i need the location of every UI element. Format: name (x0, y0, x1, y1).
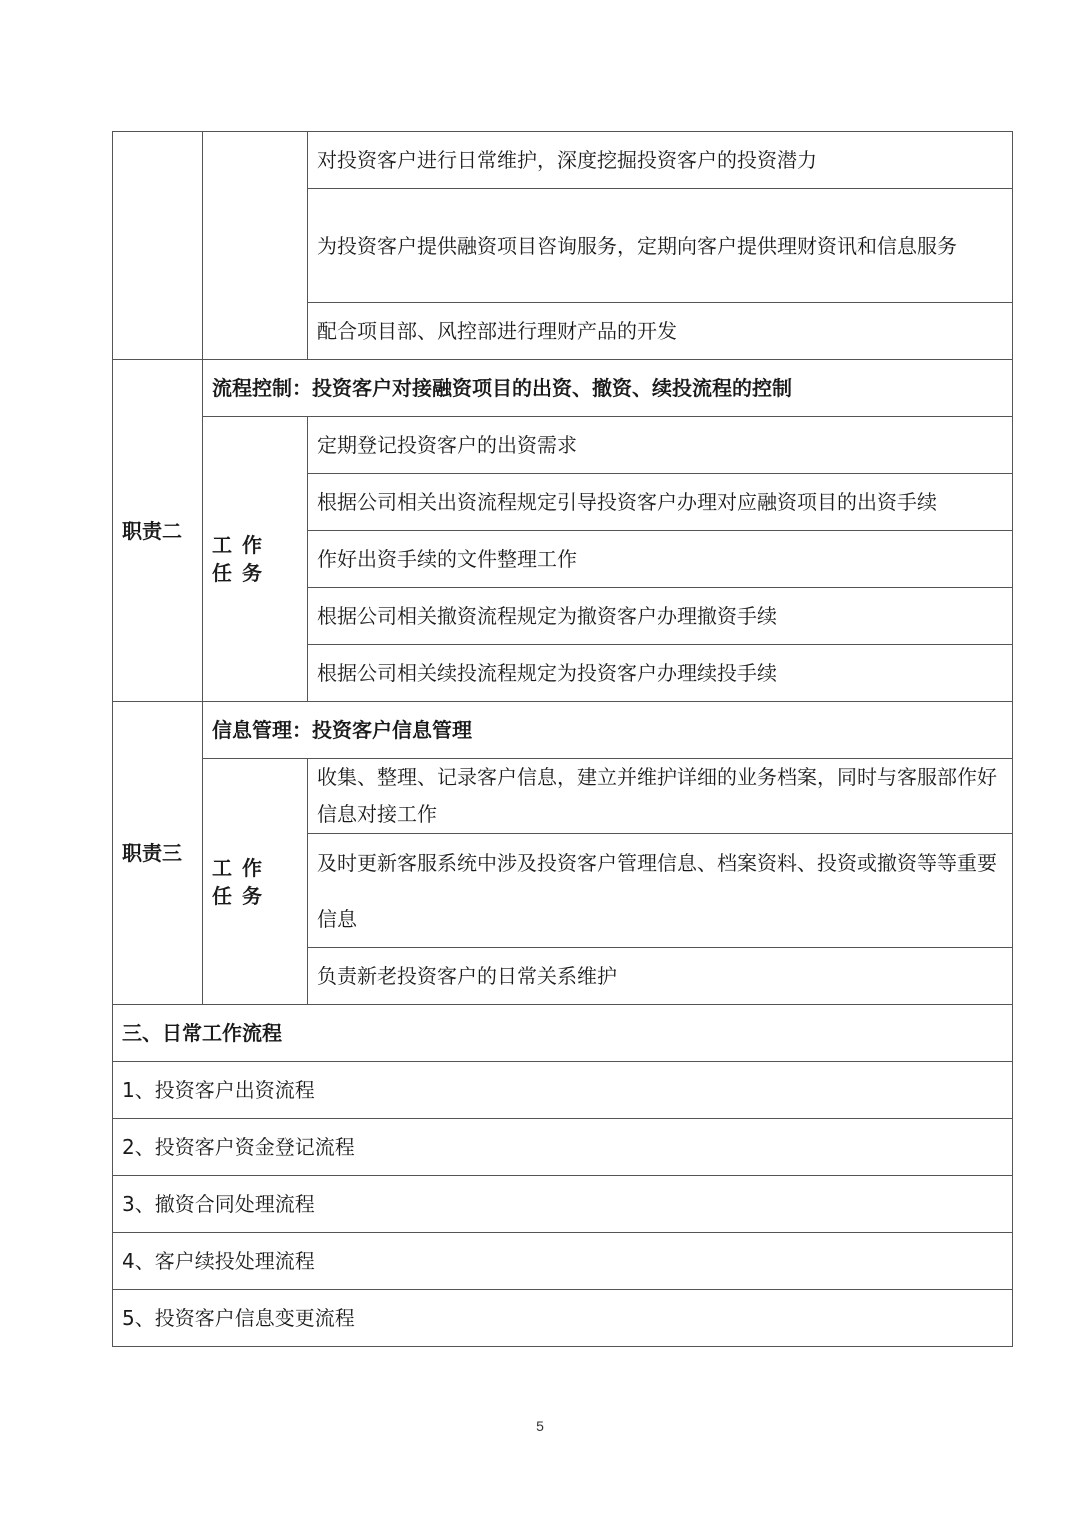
duty-label: 职责二 (113, 360, 203, 702)
task-item: 对投资客户进行日常维护，深度挖掘投资客户的投资潜力 (308, 132, 1013, 189)
page-number: 5 (536, 1418, 544, 1434)
process-item: 5、投资客户信息变更流程 (113, 1290, 1013, 1347)
task-item: 根据公司相关续投流程规定为投资客户办理续投手续 (308, 645, 1013, 702)
task-item: 根据公司相关撤资流程规定为撤资客户办理撤资手续 (308, 588, 1013, 645)
task-item: 为投资客户提供融资项目咨询服务，定期向客户提供理财资讯和信息服务 (308, 189, 1013, 303)
table-row (113, 1062, 1013, 1119)
task-item: 根据公司相关出资流程规定引导投资客户办理对应融资项目的出资手续 (308, 474, 1013, 531)
table-row (113, 1233, 1013, 1290)
table-row (113, 360, 1013, 417)
duty-label: 职责三 (113, 702, 203, 1005)
section-heading: 三、日常工作流程 (113, 1005, 1013, 1062)
task-item: 及时更新客服系统中涉及投资客户管理信息、档案资料、投资或撤资等等重要信息 (308, 834, 1013, 948)
process-item: 1、投资客户出资流程 (113, 1062, 1013, 1119)
table-row (113, 702, 1013, 759)
task-item: 收集、整理、记录客户信息，建立并维护详细的业务档案，同时与客服部作好信息对接工作 (308, 759, 1013, 834)
table-row (113, 1005, 1013, 1062)
table-row (113, 417, 1013, 474)
task-label: 工作任务 (203, 417, 308, 702)
duty-title: 流程控制：投资客户对接融资项目的出资、撤资、续投流程的控制 (203, 360, 1013, 417)
table-row (113, 1176, 1013, 1233)
process-item: 2、投资客户资金登记流程 (113, 1119, 1013, 1176)
table-row (113, 1119, 1013, 1176)
process-item: 4、客户续投处理流程 (113, 1233, 1013, 1290)
task-item: 作好出资手续的文件整理工作 (308, 531, 1013, 588)
task-label-cell (203, 132, 308, 360)
responsibility-table (112, 131, 1013, 1347)
task-item: 定期登记投资客户的出资需求 (308, 417, 1013, 474)
table-row (113, 132, 1013, 189)
process-item: 3、撤资合同处理流程 (113, 1176, 1013, 1233)
task-item: 配合项目部、风控部进行理财产品的开发 (308, 303, 1013, 360)
table-row (113, 759, 1013, 834)
duty-label-cell (113, 132, 203, 360)
table-row (113, 1290, 1013, 1347)
task-item: 负责新老投资客户的日常关系维护 (308, 948, 1013, 1005)
duty-title: 信息管理：投资客户信息管理 (203, 702, 1013, 759)
task-label: 工作任务 (203, 759, 308, 1005)
